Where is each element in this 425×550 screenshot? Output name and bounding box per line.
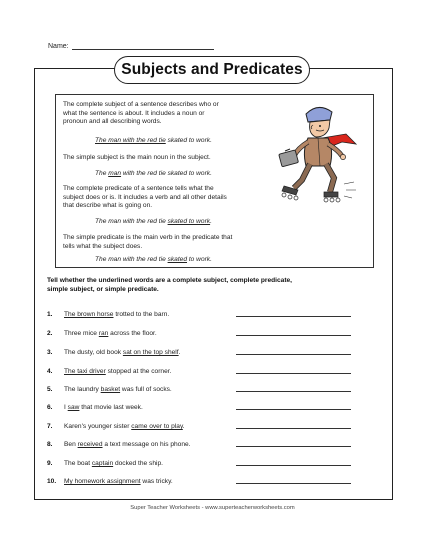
question-text: The laundry basket was full of socks. [64,386,172,393]
roller-skating-man-illustration [272,100,360,212]
footer: Super Teacher Worksheets - www.superteacherworksheets.com [130,505,295,511]
question-text: The taxi driver stopped at the corner. [64,368,172,375]
name-label: Name: [48,43,69,50]
question-row: 5. The laundry basket was full of socks. [47,381,387,393]
question-row: 4. The taxi driver stopped at the corner. [47,363,387,375]
answer-blank[interactable] [236,391,351,392]
question-row: 8. Ben received a text message on his phone. [47,436,387,448]
question-text: The boat captain docked the ship. [64,460,163,467]
question-row: 1. The brown horse trotted to the barn. [47,306,387,318]
question-text: Three mice ran across the floor. [64,330,157,337]
definition-line: pronoun and all describing words. [63,118,162,126]
instructions [47,277,367,294]
complete-subject-definition [63,101,219,127]
simple-predicate-definition [63,234,232,251]
definition-line: what the sentence is about. It includes a noun or [63,109,205,117]
instruction-line: Tell whether the underlined words are a complete subject, complete predicate, [47,277,293,284]
name-field[interactable] [72,42,214,50]
answer-blank[interactable] [236,335,351,336]
simple-subject-definition [63,154,211,163]
question-row: 10. My homework assignment was tricky. [47,473,387,485]
question-row: 2. Three mice ran across the floor. [47,325,387,337]
question-text: The brown horse trotted to the barn. [64,311,170,318]
answer-blank[interactable] [236,409,351,410]
answer-blank[interactable] [236,428,351,429]
answer-blank[interactable] [236,446,351,447]
instruction-line: simple subject, or simple predicate. [47,285,159,293]
name-row [48,42,214,50]
question-row: 7. Karen's younger sister came over to play. [47,418,387,430]
definition-line: tells what the subject does. [63,242,143,250]
question-row: 6. I saw that movie last week. [47,399,387,411]
definition-line: The complete predicate of a sentence tells what the [63,185,214,192]
answer-blank[interactable] [236,465,351,466]
definition-line: that describe what is going on. [63,202,153,210]
question-row: 3. The dusty, old book sat on the top shelf. [47,344,387,356]
simple-subject-example: The man with the red tie skated to work. [95,170,212,177]
simple-predicate-example: The man with the red tie skated to work. [95,256,212,263]
answer-blank[interactable] [236,483,351,484]
answer-blank[interactable] [236,373,351,374]
question-text: My homework assignment was tricky. [64,478,173,485]
complete-predicate-example: The man with the red tie skated to work. [95,218,212,225]
page-title: Subjects and Predicates [121,61,303,78]
question-text: Karen's younger sister came over to play. [64,423,185,430]
title-box [114,56,310,84]
question-text: The dusty, old book sat on the top shelf. [64,349,181,356]
question-row: 9. The boat captain docked the ship. [47,455,387,467]
answer-blank[interactable] [236,316,351,317]
definition-line: The simple predicate is the main verb in the predicate that [63,234,233,241]
definition-line: subject does or is. It includes a verb and all other details [63,193,227,201]
complete-predicate-definition [63,185,227,211]
question-text: I saw that movie last week. [64,404,143,411]
definition-line: The simple subject is the main noun in the subject. [63,154,211,161]
question-text: Ben received a text message on his phone. [64,441,191,448]
answer-blank[interactable] [236,354,351,355]
definition-line: The complete subject of a sentence describes who or [63,101,219,108]
complete-subject-example: The man with the red tie skated to work. [95,137,212,144]
